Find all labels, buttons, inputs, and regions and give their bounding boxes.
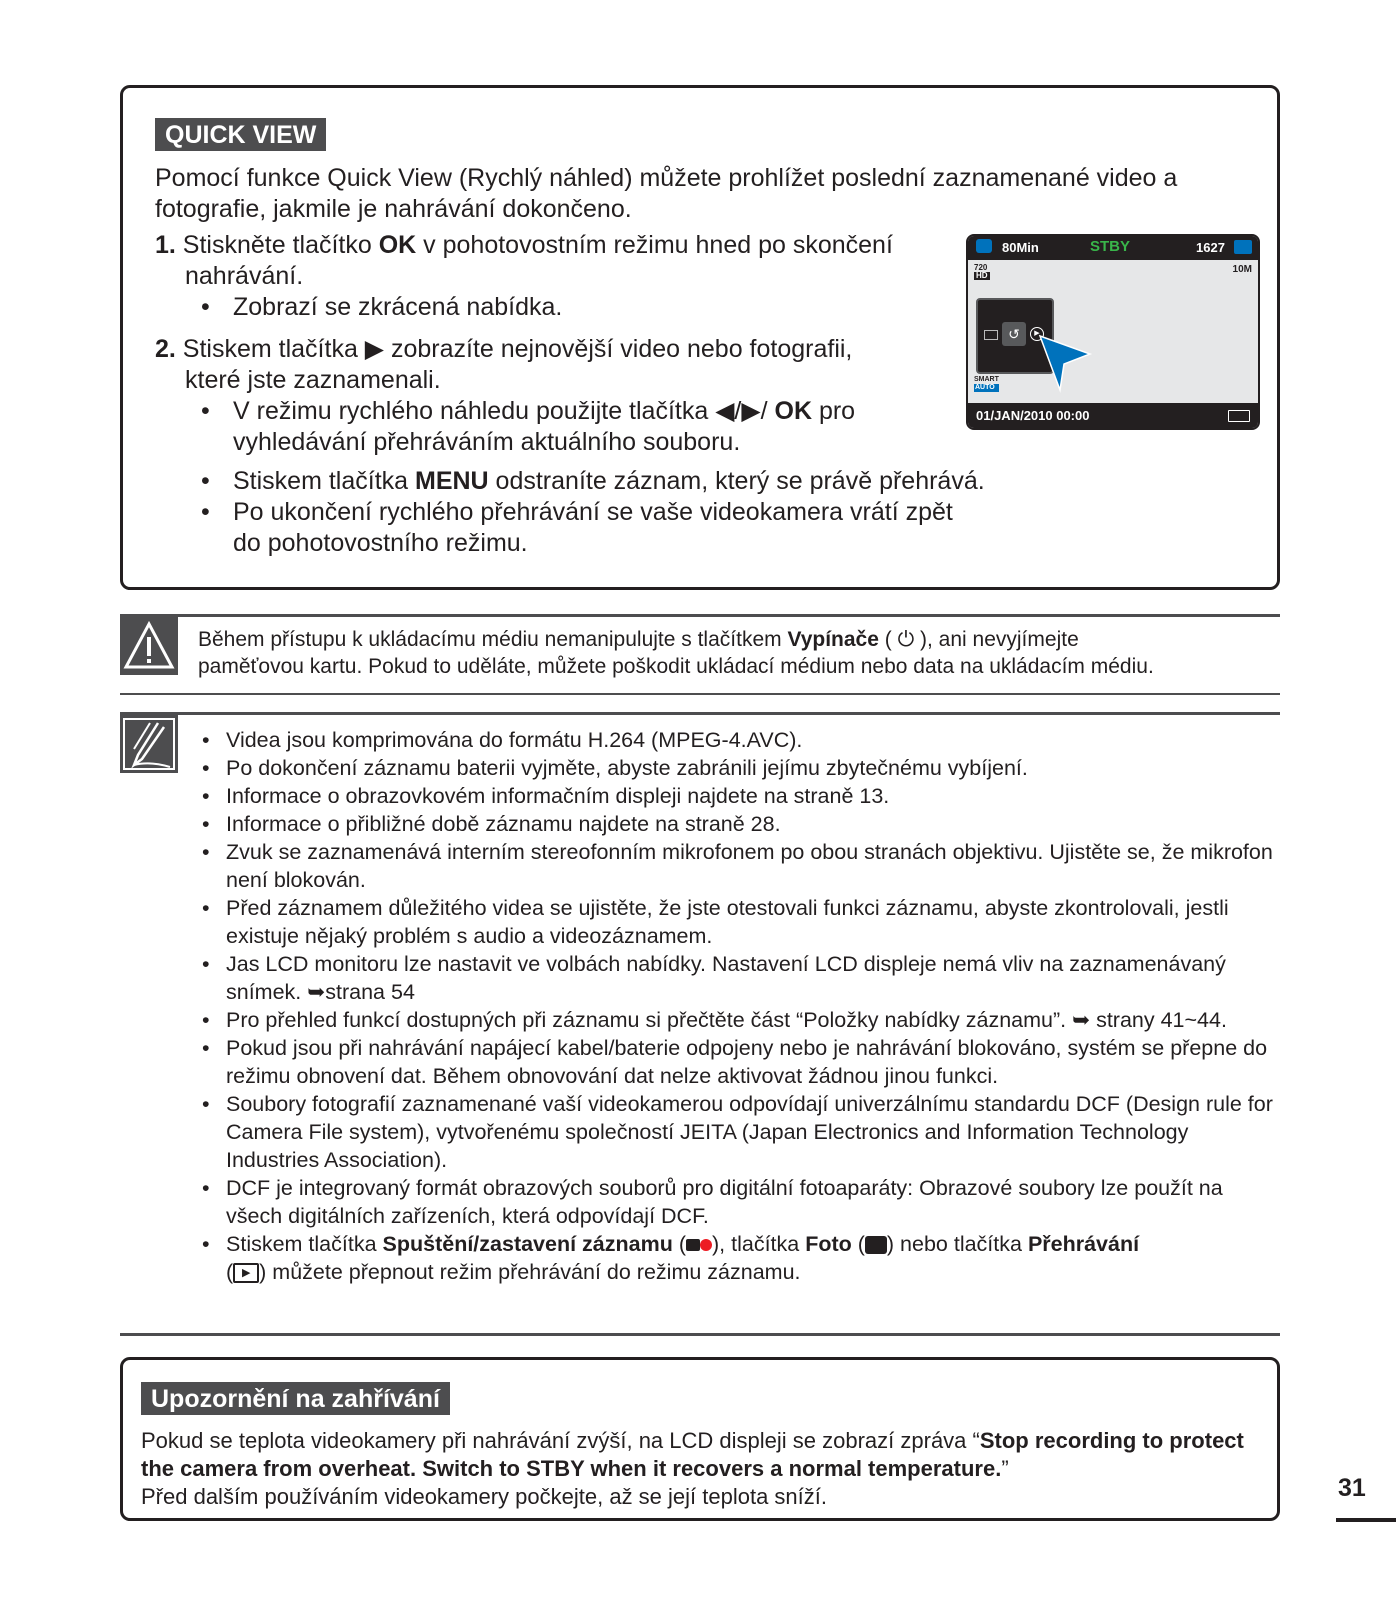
warning-icon [120,617,178,675]
step-2-bullet-2: • Stiskem tlačítka MENU odstraníte záznam, který se právě přehrává. [201,467,985,495]
photo-count: 1627 [1196,240,1225,255]
record-dot-icon [700,1239,712,1251]
camera-icon [865,1236,887,1254]
bullet-dot: • [201,293,210,321]
step-1-line2: nahrávání. [185,262,304,290]
lcd-screen-illustration [966,234,1260,430]
status-stby: STBY [1090,238,1131,255]
step-1-bullet: • Zobrazí se zkrácená nabídka. [201,293,563,321]
photo-camera-icon [1234,240,1252,254]
page-number: 31 [1338,1474,1366,1502]
step-2: 2. Stiskem tlačítka ▶ zobrazíte nejnovější video nebo fotografii, [155,335,853,363]
list-item: • Stiskem tlačítka Spuštění/zastavení záznamu ( ), tlačítka Foto ( ) nebo tlačítka Přehrávání ( ▶ ) můžete přepnout režim přehrávání do režimu záznamu. [202,1232,1140,1284]
step-2-bullet-1: • V režimu rychlého náhledu použijte tlačítka ◀/▶/ OK pro [201,397,856,425]
section-title: QUICK VIEW [155,118,326,151]
divider [120,1333,1280,1336]
video-camera-icon [976,239,992,253]
divider [120,693,1280,695]
list-item: • Soubory fotografií zaznamenané vaší videokamerou odpovídají univerzálnímu standardu DCF (Design rule for Camera File system), vytvořenému společností JEITA (Japan Electronics and Information Technology Industries Association). [202,1092,1273,1172]
film-icon [984,330,998,340]
time-remaining: 80Min [1002,240,1039,255]
list-item: • Po dokončení záznamu baterii vyjměte, abyste zabránili jejímu zbytečnému vybíjení. [202,756,1028,780]
overheat-section [120,1357,1280,1521]
step-2-bullet-1-line2: vyhledávání přehráváním aktuálního souboru. [233,428,741,456]
return-icon: ↺ [1002,322,1026,346]
list-item: • DCF je integrovaný formát obrazových souborů pro digitální fotoaparáty: Obrazové soubory lze použít na všech digitálních zařízeních, která odpovídají DCF. [202,1176,1223,1228]
play-icon: ▶ [1030,327,1044,341]
list-item: • Pokud jsou při nahrávání napájecí kabel/baterie odpojeny nebo je nahrávání blokováno, systém se přepne do režimu obnovení dat. Během obnovování dat nelze aktivovat žádnou jinou funkci. [202,1036,1268,1088]
notes-list [198,726,1278,1286]
list-item: • Před záznamem důležitého videa se ujistěte, že jste otestovali funkci záznamu, abyste zkontrolovali, jestli existuje nějaký problém s audio a videozáznamem. [202,896,1229,948]
lcd-bottom-bar [968,403,1258,428]
intro-text: Pomocí funkce Quick View (Rychlý náhled) můžete prohlížet poslední zaznamenané video a fotografie, jakmile je nahrávání dokončeno. [155,164,1178,223]
overheat-text: Pokud se teplota videokamery při nahrávání zvýší, na LCD displeji se zobrazí zpráva “Stop recording to protect the camera from overheat. Switch to STBY when it recovers a normal temperature.” Před dalším používáním videokamery počkejte, až se její teplota sníží. [141,1428,1244,1509]
section-title: Upozornění na zahřívání [141,1382,450,1415]
step-2-bullet-3: • Po ukončení rychlého přehrávání se vaše videokamera vrátí zpět [201,498,953,526]
list-item: • Videa jsou komprimována do formátu H.264 (MPEG-4.AVC). [202,728,803,752]
photo-resolution: 10M [1232,264,1252,275]
note-pencil-icon [120,715,178,773]
list-item: • Informace o obrazovkovém informačním displeji najdete na straně 13. [202,784,890,808]
list-item: • Zvuk se zaznamenává interním stereofonním mikrofonem po obou stranách objektivu. Ujistěte se, že mikrofon není blokován. [202,840,1273,892]
list-item: • Informace o přibližné době záznamu najdete na straně 28. [202,812,781,836]
lcd-top-bar [968,236,1258,260]
playback-icon: ▶ [233,1263,259,1283]
warning-icon-box [120,617,178,675]
step-2-line2: které jste zaznamenali. [185,366,441,394]
step-2-bullet-3-line2: do pohotovostního režimu. [233,529,528,557]
warning-text: Během přístupu k ukládacímu médiu nemanipulujte s tlačítkem Vypínače ( ⏻ ), ani nevyjímejte [198,628,1079,651]
note-icon-box [120,715,178,773]
datetime: 01/JAN/2010 00:00 [976,408,1090,423]
divider [120,614,1280,617]
step-1: 1. Stiskněte tlačítko OK v pohotovostním režimu hned po skončení [155,231,893,259]
page-number-underline [1336,1518,1396,1522]
divider [120,712,1280,715]
smart-auto-badge: SMART AUTO [974,376,999,391]
warning-text-line2: paměťovou kartu. Pokud to uděláte, můžete poškodit ukládací médium nebo data na ukládacím médiu. [198,655,1154,678]
battery-icon [1228,410,1250,422]
pointer-arrow-icon [1038,334,1094,394]
list-item: • Pro přehled funkcí dostupných při záznamu si přečtěte část “Položky nabídky záznamu”. ➥ strany 41~44. [202,1008,1227,1032]
record-icon [686,1239,700,1251]
list-item: • Jas LCD monitoru lze nastavit ve volbách nabídky. Nastavení LCD displeje nemá vliv na zaznamenávaný snímek. ➥strana 54 [202,952,1226,1004]
power-icon: ( ⏻ ), ani nevyjímejte [878,628,1079,651]
hd-badge: 720 HD [974,263,988,280]
